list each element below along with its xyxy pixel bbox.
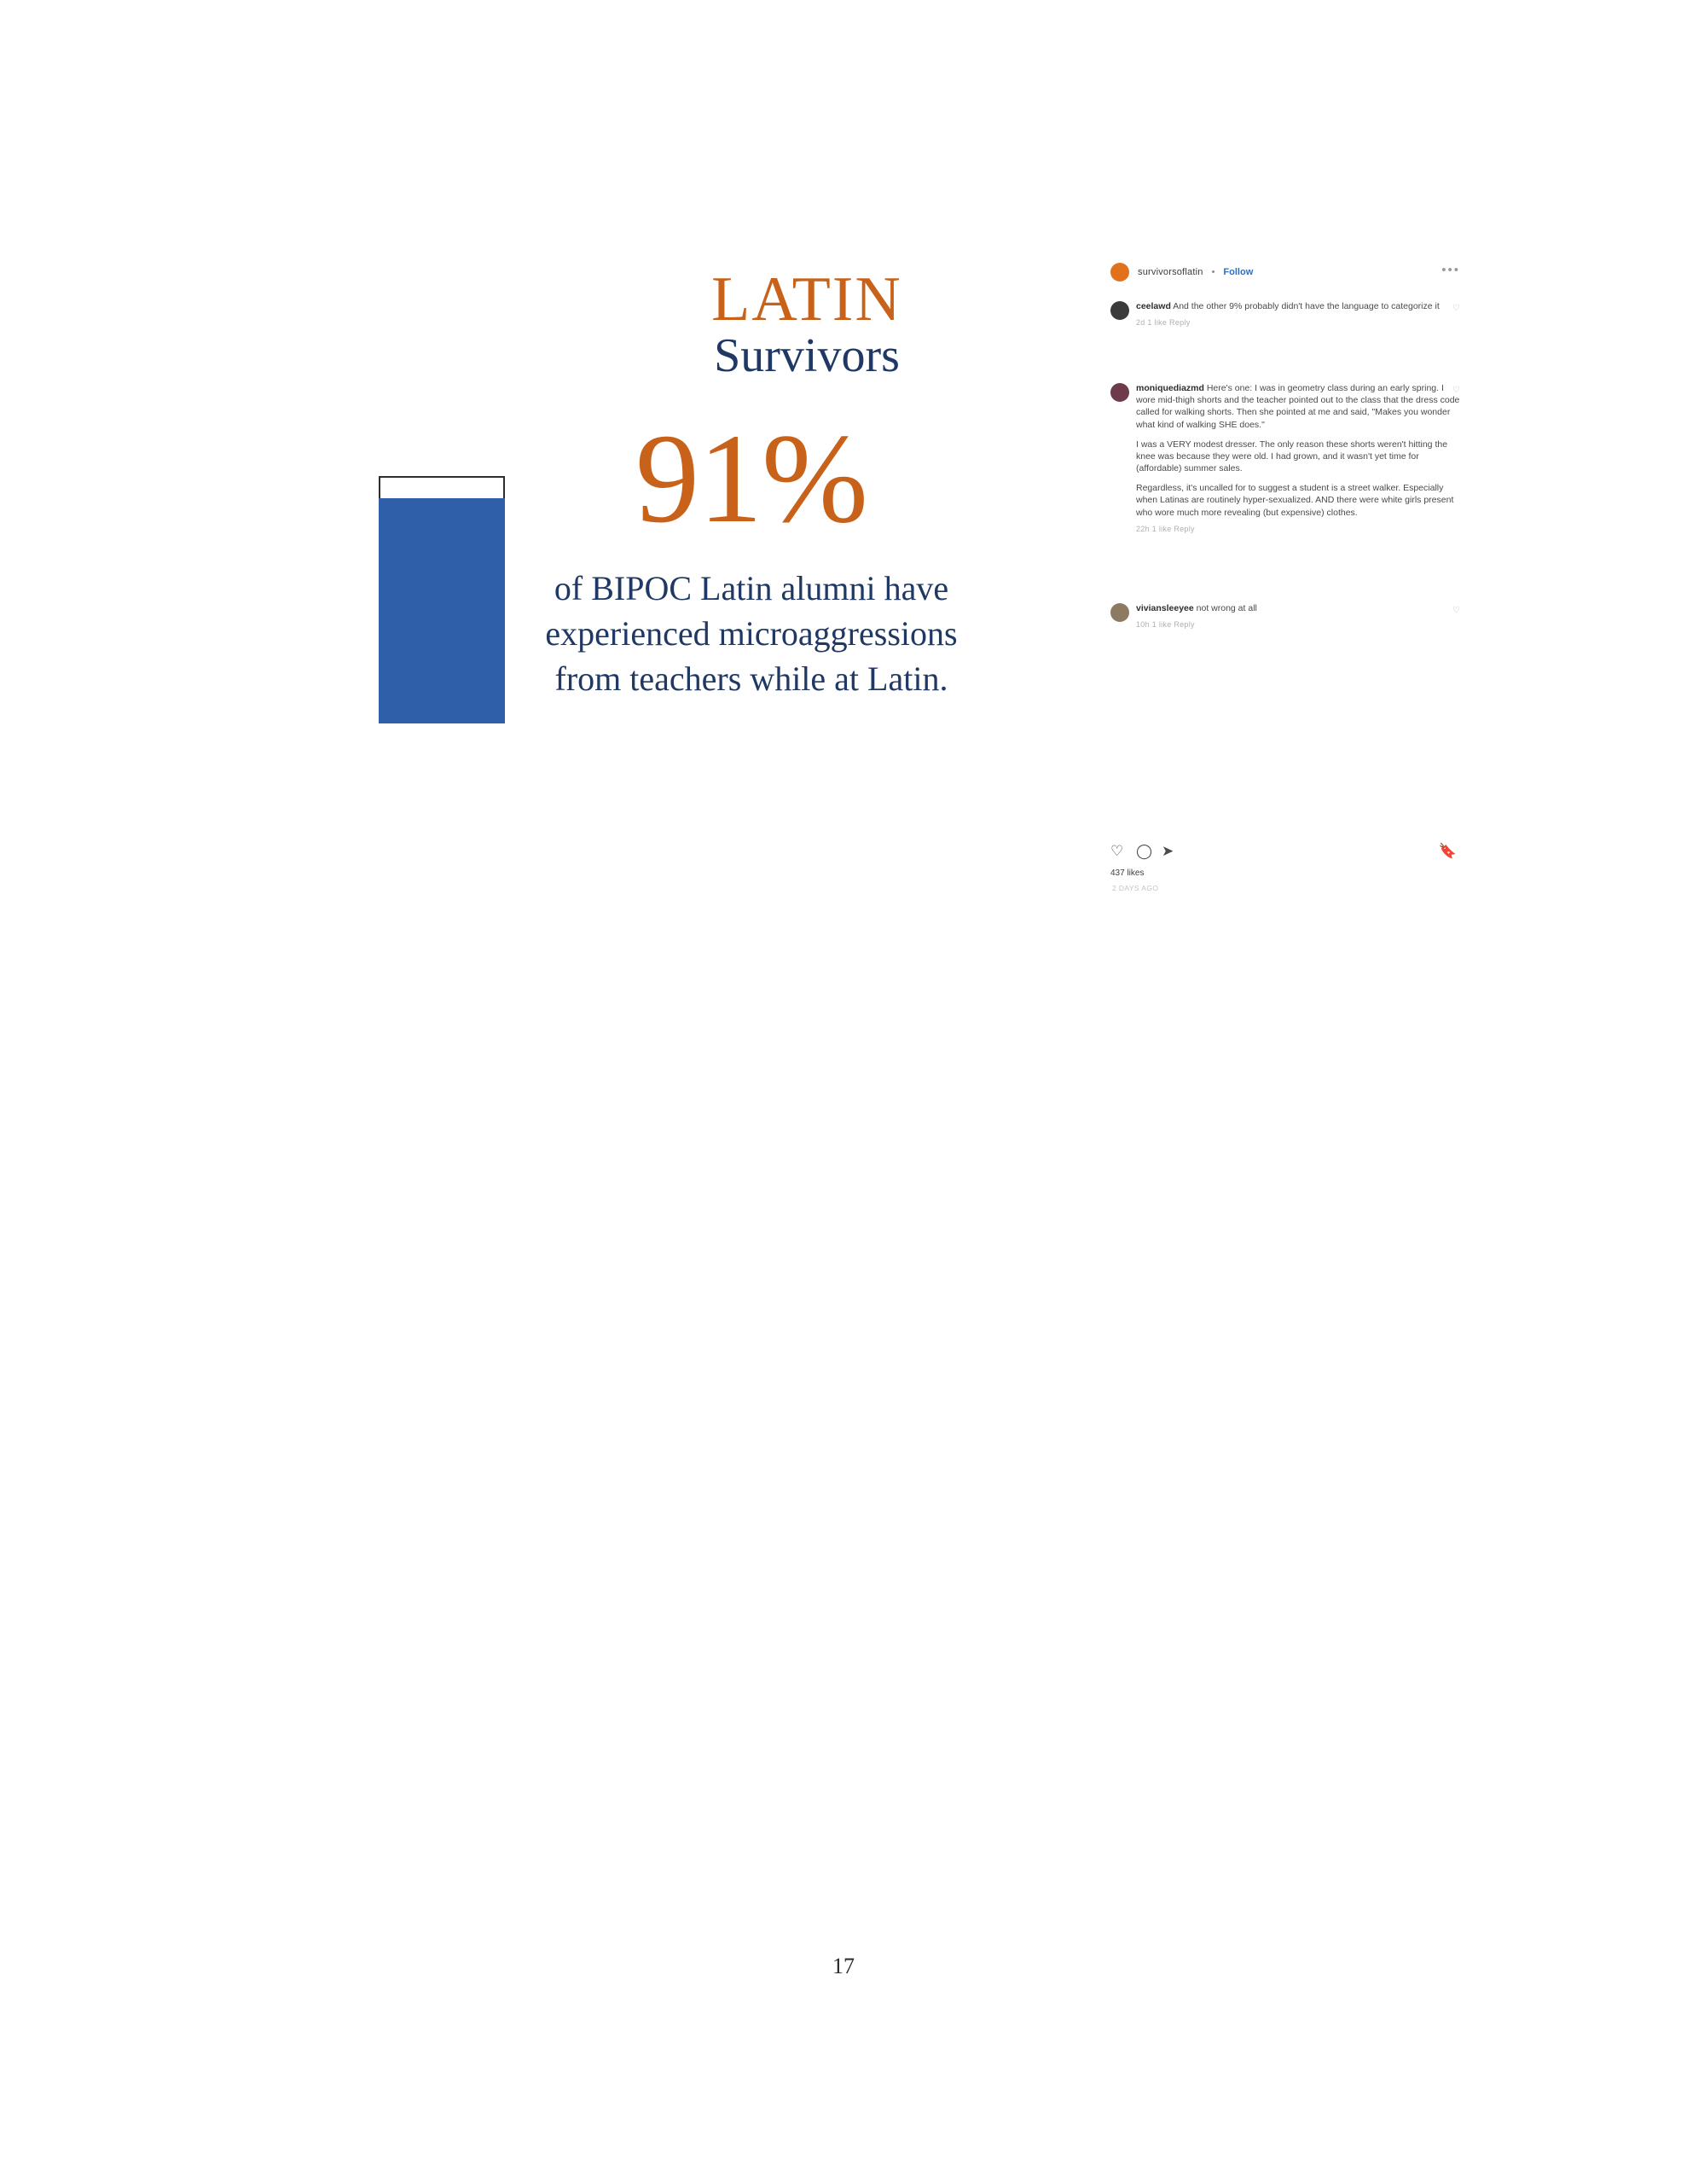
separator-dot: • [1211,267,1215,277]
comment-item [1110,382,1462,534]
comment-body [1136,300,1462,328]
heart-icon[interactable]: ♡ [1452,304,1460,313]
comment-body [1136,602,1462,630]
comment-body [1136,382,1462,534]
infographic-panel [244,237,994,1056]
brand-lockup [645,264,969,383]
brand-survivors-text: Survivors [714,329,900,383]
heart-icon[interactable]: ♡ [1452,606,1460,615]
commenter-avatar[interactable] [1110,603,1129,622]
statistic-block [525,408,977,701]
slide-content [244,237,1482,1056]
comment-item [1110,602,1462,630]
instagram-action-bar [1110,843,1462,865]
save-icon[interactable]: 🔖 [1438,843,1457,859]
more-options-icon[interactable]: ••• [1441,263,1460,277]
comment-paragraph: Regardless, it's uncalled for to suggest a student is a street walker. Especially when Latinas are routinely hyper-sexualized. AND there were white girls present who wore much more revealing (but expensive) clothes. [1136,483,1454,518]
commenter-avatar[interactable] [1110,383,1129,402]
likes-count: 437 likes [1110,868,1145,878]
instagram-post-header [1105,259,1467,285]
statistic-caption: of BIPOC Latin alumni have experienced microaggressions from teachers while at Latin. [545,569,958,698]
comment-meta[interactable]: 22h 1 like Reply [1136,524,1195,533]
comment-meta[interactable]: 2d 1 like Reply [1136,318,1191,328]
commenter-avatar[interactable] [1110,301,1129,320]
follow-button[interactable]: Follow [1223,267,1254,277]
commenter-username[interactable]: moniquediazmd [1136,383,1204,393]
comment-meta[interactable]: 10h 1 like Reply [1136,620,1195,630]
bar-chart-fill [379,498,505,723]
heart-icon[interactable]: ♡ [1452,386,1460,395]
comment-text: Here's one: I was in geometry class during an early spring. I wore mid-thigh shorts and the teacher pointed out to the class that the dress code called for walking shorts. Then she pointed at me and said, "Makes you wonder what kind of walking SHE does." [1136,383,1460,430]
account-name[interactable]: survivorsoflatin [1138,267,1203,277]
statistic-number: 91% [635,408,867,549]
comment-paragraph: I was a VERY modest dresser. The only reason these shorts weren't hitting the knee was because they were old. I had grown, and it wasn't yet time for (affordable) summer sales. [1136,439,1448,474]
share-icon[interactable]: ➤ [1162,843,1174,859]
commenter-username[interactable]: viviansleeyee [1136,603,1194,613]
like-icon[interactable]: ♡ [1110,843,1124,859]
post-date: 2 DAYS AGO [1112,884,1159,892]
comment-item [1110,300,1462,328]
instagram-post [1105,246,1467,1048]
bar-chart [379,476,505,723]
comment-text: not wrong at all [1196,603,1257,613]
comment-icon[interactable]: ◯ [1136,843,1153,859]
account-avatar [1110,263,1129,282]
comment-text: And the other 9% probably didn't have the language to categorize it [1173,301,1440,311]
brand-latin-text: LATIN [711,264,902,334]
commenter-username[interactable]: ceelawd [1136,301,1171,311]
page-number: 17 [832,1954,855,1978]
